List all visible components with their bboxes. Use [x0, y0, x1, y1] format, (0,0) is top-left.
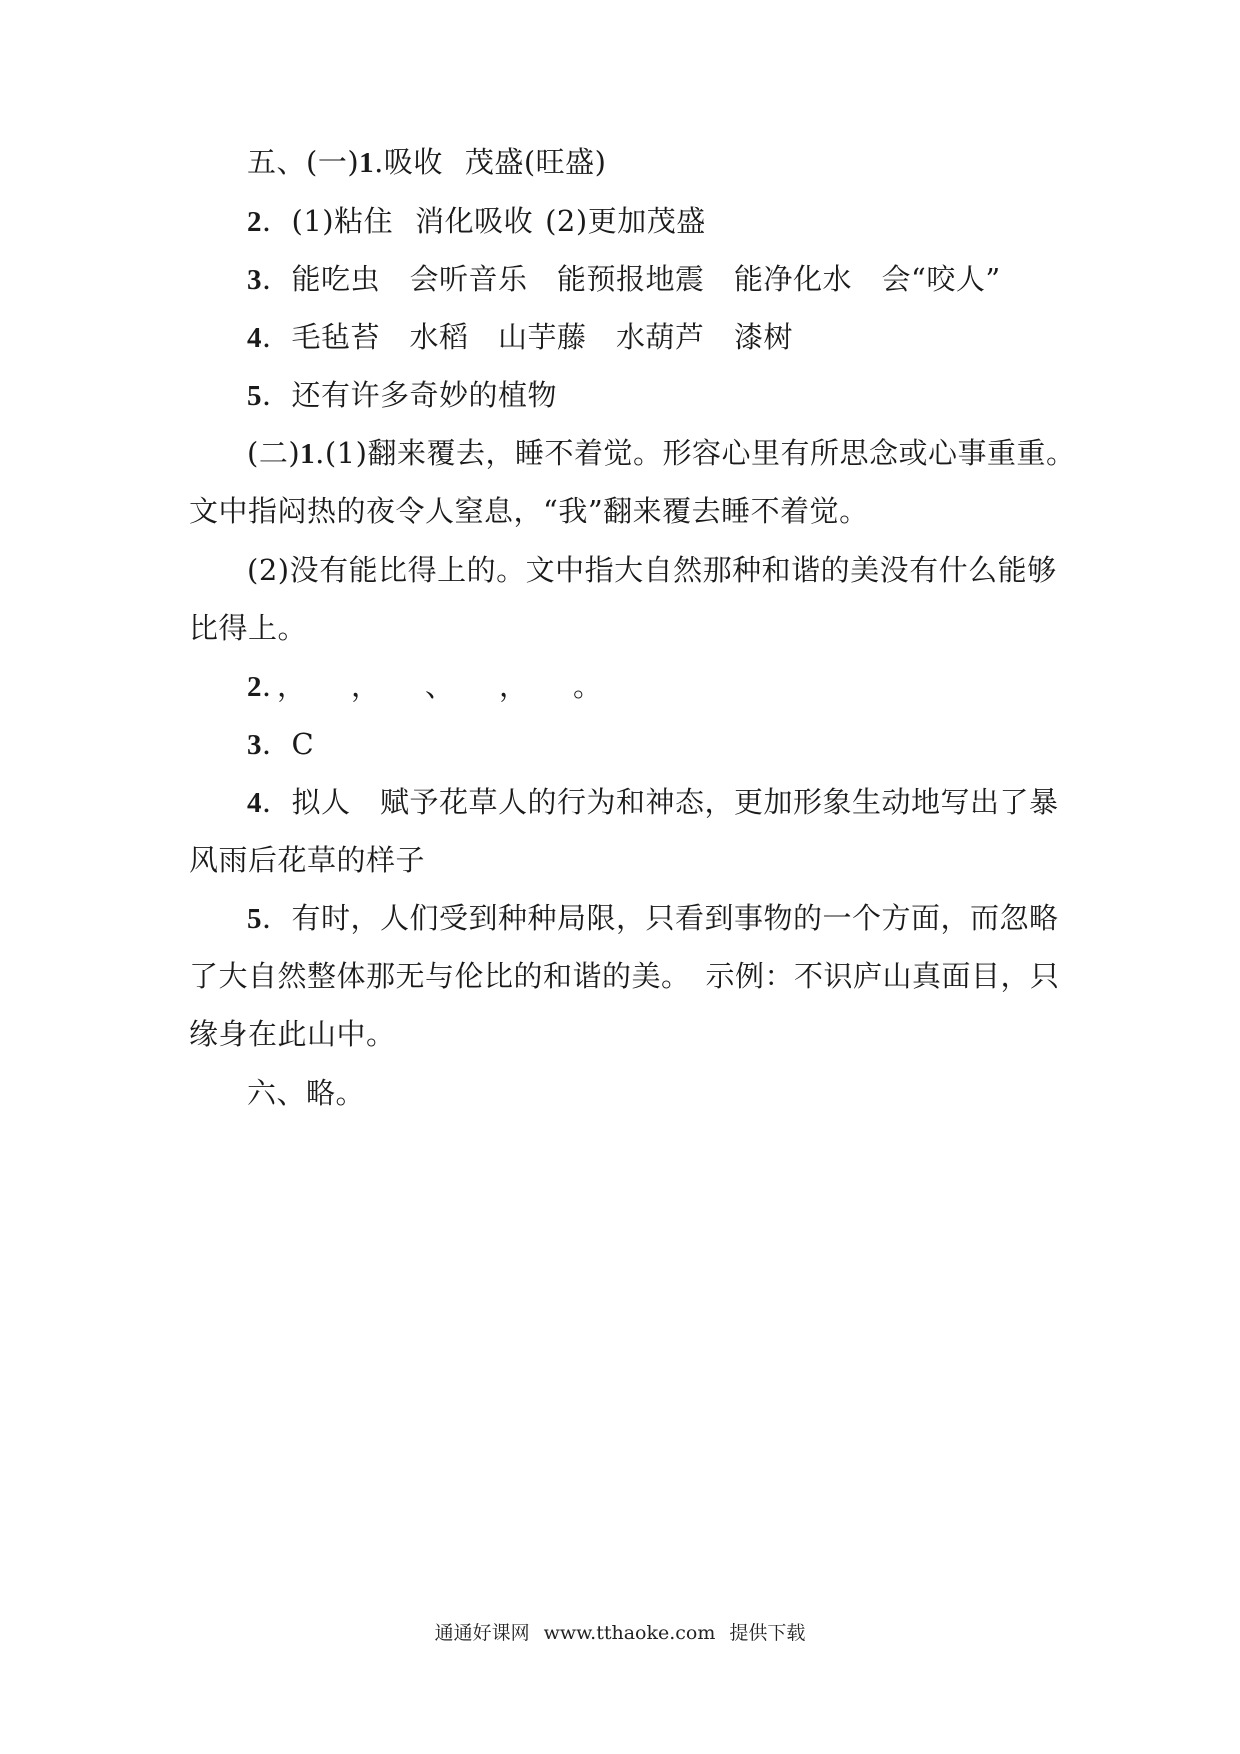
section-5-q4 — [247, 320, 794, 354]
answer-text: ．(1)粘住 — [262, 204, 394, 238]
answer-text: 茂盛(旺盛) — [464, 145, 607, 179]
section-5-heading: 五、(一) — [247, 145, 360, 179]
section-5-q1 — [247, 145, 607, 179]
answer-text: (2)更加茂盛 — [545, 204, 706, 238]
question-number: 3 — [247, 729, 262, 761]
page-footer — [0, 1624, 1240, 1643]
answer-text: ．还有许多奇妙的植物 — [262, 378, 558, 412]
footer-action: 提供下载 — [729, 1622, 806, 1644]
answer-text: ．毛毡苔 水稻 山芋藤 水葫芦 漆树 — [262, 320, 794, 354]
section-6: 六、略。 — [247, 1076, 366, 1110]
answer-text: ．能吃虫 会听音乐 能预报地震 能净化水 会“咬人” — [262, 262, 1001, 296]
part-2-heading: (二) — [247, 436, 301, 470]
question-number: 2 — [247, 671, 262, 703]
section-5-q2 — [247, 204, 706, 238]
question-number: 3 — [247, 264, 262, 296]
part-2-q5-line1 — [247, 901, 1059, 935]
question-number: 4 — [247, 787, 262, 819]
part-2-q5-line3: 缘身在此山中。 — [189, 1017, 396, 1051]
answer-text: .(1)翻来覆去，睡不着觉。形容心里有所思念或心事重重。 — [315, 436, 1076, 470]
question-number: 1 — [300, 438, 316, 470]
part-2-q4-line1 — [247, 785, 1059, 819]
answer-text: .吸收 — [374, 145, 443, 179]
footer-site-name: 通通好课网 — [434, 1622, 530, 1644]
question-number: 4 — [247, 322, 262, 354]
question-number: 2 — [247, 206, 262, 238]
part-2-q1-2-line1: (2)没有能比得上的。文中指大自然那种和谐的美没有什么能够 — [247, 553, 1057, 587]
part-2-q1-line1 — [247, 436, 1076, 470]
question-number: 5 — [247, 903, 262, 935]
answer-text: ．， ， 、 ， 。 — [262, 669, 603, 703]
answer-text: ．拟人 赋予花草人的行为和神态，更加形象生动地写出了暴 — [262, 785, 1059, 819]
answer-text: ．C — [262, 727, 315, 761]
footer-url[interactable]: www.tthaoke.com — [543, 1622, 716, 1644]
question-number: 5 — [247, 380, 262, 412]
answer-text: ．有时，人们受到种种局限，只看到事物的一个方面，而忽略 — [262, 901, 1059, 935]
part-2-q2 — [247, 669, 603, 703]
part-2-q1-line2: 文中指闷热的夜令人窒息，“我”翻来覆去睡不着觉。 — [189, 494, 869, 528]
part-2-q4-line2: 风雨后花草的样子 — [189, 843, 426, 877]
part-2-q3 — [247, 727, 315, 761]
question-number: 1 — [359, 147, 375, 179]
answer-text: 消化吸收 — [415, 204, 534, 238]
part-2-q1-2-line2: 比得上。 — [189, 611, 308, 645]
section-5-q5 — [247, 378, 558, 412]
section-5-q3 — [247, 262, 1001, 296]
part-2-q5-line2: 了大自然整体那无与伦比的和谐的美。 示例：不识庐山真面目，只 — [189, 959, 1060, 993]
